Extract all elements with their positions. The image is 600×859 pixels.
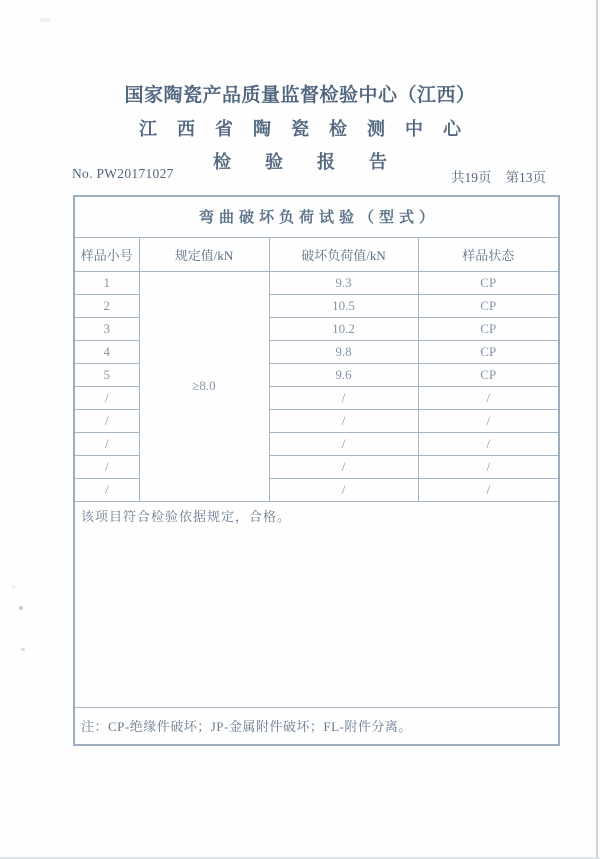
sample-no-cell: 5 bbox=[74, 363, 139, 386]
load-value-cell: 9.6 bbox=[269, 363, 418, 386]
legend-note: 注：CP-绝缘件破坏；JP-金属附件破坏；FL-附件分离。 bbox=[74, 707, 559, 745]
test-result-table bbox=[73, 195, 560, 746]
load-value-cell: / bbox=[269, 478, 418, 501]
sample-state-cell: / bbox=[418, 409, 559, 432]
col-header-sample-no: 样品小号 bbox=[74, 237, 139, 271]
load-value-cell: 10.5 bbox=[269, 294, 418, 317]
load-value-cell: 9.8 bbox=[269, 340, 418, 363]
sample-no-cell: / bbox=[74, 432, 139, 455]
sample-no-cell: 2 bbox=[74, 294, 139, 317]
table-title: 弯曲破坏负荷试验（型式） bbox=[74, 196, 559, 237]
spec-value-cell: ≥8.0 bbox=[139, 271, 269, 501]
scan-speck bbox=[12, 586, 15, 588]
sample-state-cell: CP bbox=[418, 363, 559, 386]
sample-state-cell: CP bbox=[418, 317, 559, 340]
col-header-spec: 规定值/kN bbox=[139, 237, 269, 271]
conclusion-text: 该项目符合检验依据规定，合格。 bbox=[74, 501, 559, 707]
sample-no-cell: / bbox=[74, 386, 139, 409]
sample-state-cell: / bbox=[418, 432, 559, 455]
sample-state-cell: CP bbox=[418, 340, 559, 363]
sample-state-cell: / bbox=[418, 455, 559, 478]
sample-no-cell: 3 bbox=[74, 317, 139, 340]
sample-no-cell: / bbox=[74, 478, 139, 501]
meta-row bbox=[72, 166, 546, 184]
scan-speck bbox=[19, 606, 23, 610]
pagination bbox=[437, 166, 546, 186]
center-name-line: 江西省陶瓷检测中心 bbox=[139, 119, 481, 139]
report-header bbox=[0, 80, 600, 174]
sample-no-cell: 1 bbox=[74, 271, 139, 294]
load-value-cell: / bbox=[269, 432, 418, 455]
sample-no-cell: / bbox=[74, 409, 139, 432]
page-total: 共19页 bbox=[451, 170, 492, 185]
sample-state-cell: CP bbox=[418, 271, 559, 294]
table-row bbox=[74, 271, 559, 294]
page-current: 第13页 bbox=[505, 170, 546, 185]
sample-state-cell: CP bbox=[418, 294, 559, 317]
col-header-state: 样品状态 bbox=[418, 237, 559, 271]
table-header-row bbox=[74, 237, 559, 271]
load-value-cell: / bbox=[269, 386, 418, 409]
report-number: No. PW20171027 bbox=[72, 166, 174, 181]
load-value-cell: 10.2 bbox=[269, 317, 418, 340]
scan-speck bbox=[40, 18, 50, 22]
org-name-line: 国家陶瓷产品质量监督检验中心（江西） bbox=[124, 85, 476, 106]
sample-state-cell: / bbox=[418, 386, 559, 409]
load-value-cell: / bbox=[269, 455, 418, 478]
note-row bbox=[74, 707, 559, 745]
load-value-cell: / bbox=[269, 409, 418, 432]
load-value-cell: 9.3 bbox=[269, 271, 418, 294]
conclusion-row bbox=[74, 501, 559, 707]
report-title: 检验报告 bbox=[213, 152, 421, 172]
col-header-load: 破坏负荷值/kN bbox=[269, 237, 418, 271]
sample-no-cell: 4 bbox=[74, 340, 139, 363]
scan-speck bbox=[21, 648, 25, 651]
table-title-row bbox=[74, 196, 559, 237]
sample-no-cell: / bbox=[74, 455, 139, 478]
sample-state-cell: / bbox=[418, 478, 559, 501]
